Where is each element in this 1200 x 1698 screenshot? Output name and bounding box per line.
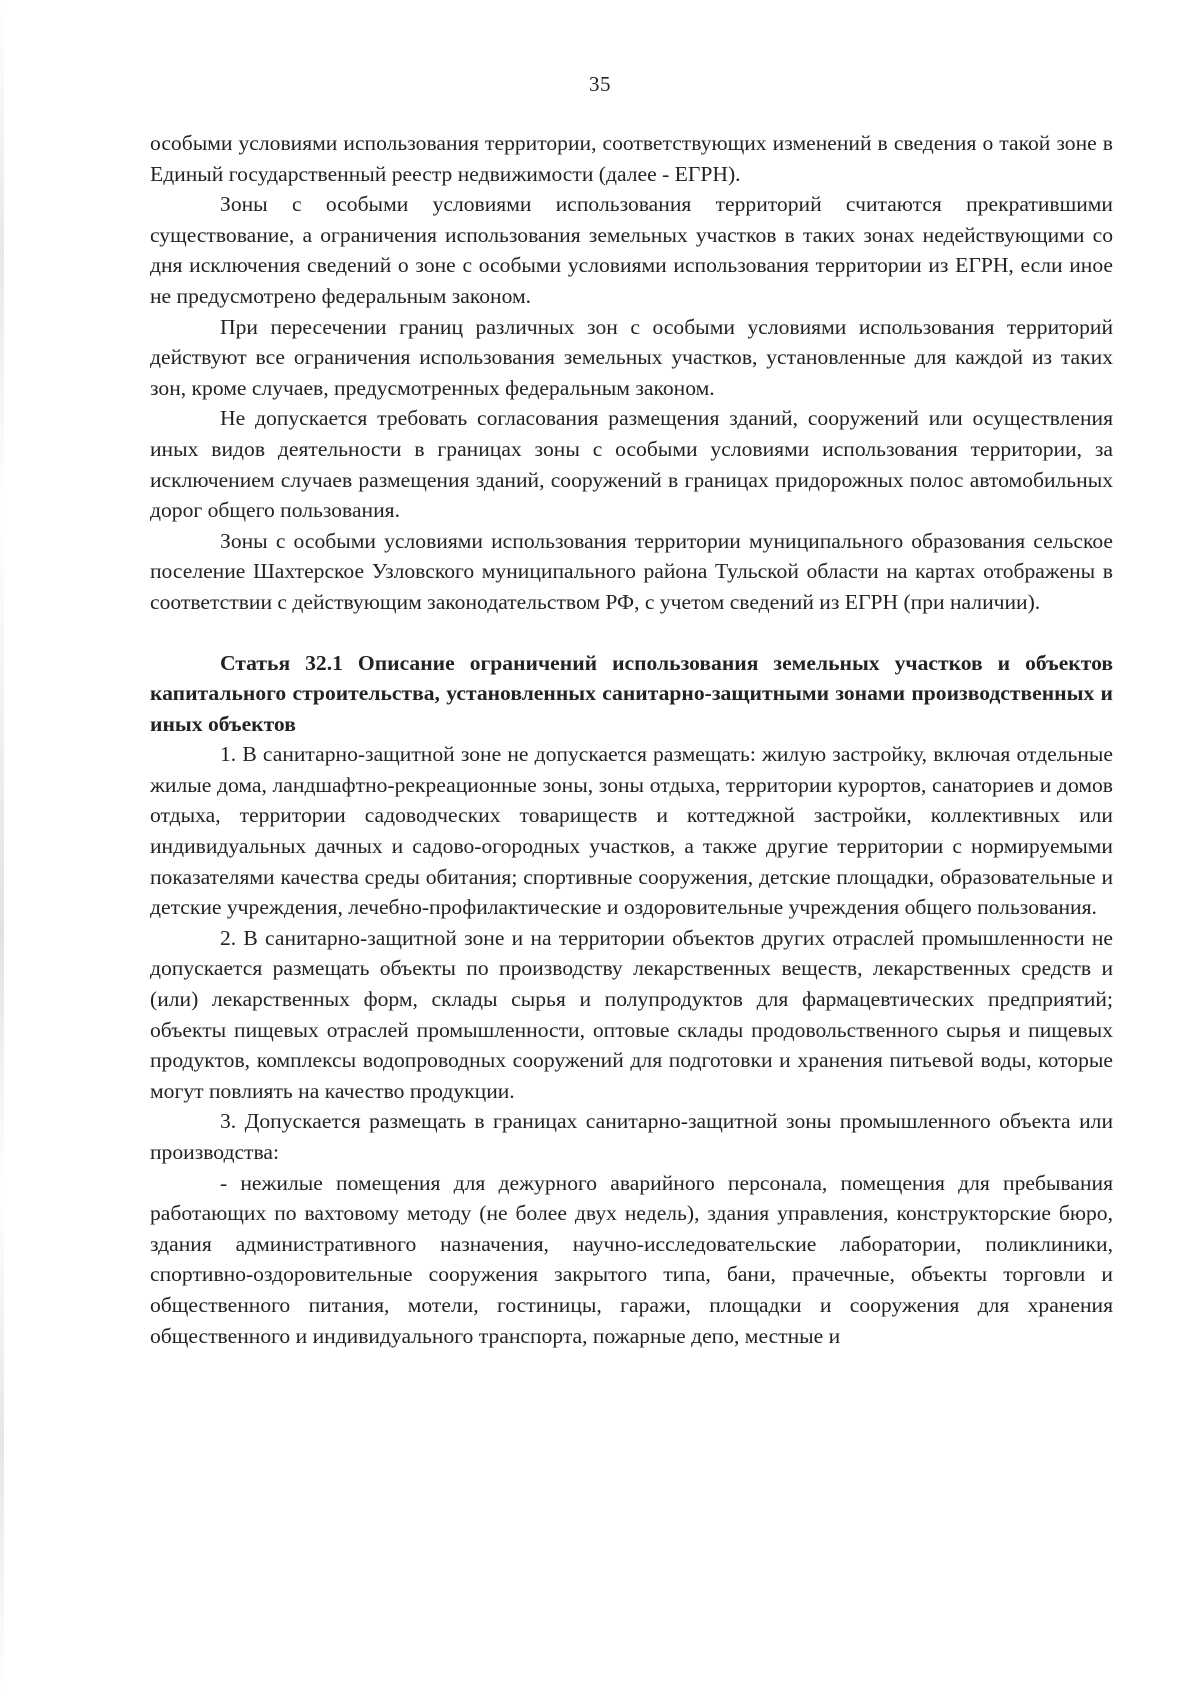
paragraph: Зоны с особыми условиями использования территорий считаются прекратившими существование, а ограничения использования земельных участков в таких зонах недействующими со дня исключения сведений о зоне с особыми условиями использования территории из ЕГРН, если иное не предусмотрено федеральным законом. bbox=[150, 192, 1113, 308]
paragraph: Зоны с особыми условиями использования территории муниципального образования сельское поселение Шахтерское Узловского муниципального района Тульской области на картах отображены в соответствии с действующим законодательством РФ, с учетом сведений из ЕГРН (при наличии). bbox=[150, 528, 1113, 614]
article-list-item: - нежилые помещения для дежурного аварийного персонала, помещения для пребывания работающих по вахтовому методу (не более двух недель), здания управления, конструкторские бюро, здания административного назначения, научно-исследовательские лаборатории, поликлиники, спортивно-оздоровительные сооружения закрытого типа, бани, прачечные, объекты торговли и общественного питания, мотели, гостиницы, гаражи, площадки и сооружения для хранения общественного и индивидуального транспорта, пожарные депо, местные и bbox=[150, 1170, 1113, 1348]
article-heading: Статья 32.1 Описание ограничений использования земельных участков и объектов капитального строительства, установленных санитарно-защитными зонами производственных и иных объектов bbox=[150, 650, 1113, 736]
paragraph: Не допускается требовать согласования размещения зданий, сооружений или осуществления иных видов деятельности в границах зоны с особыми условиями использования территории, за исключением случаев размещения зданий, сооружений в границах придорожных полос автомобильных дорог общего пользования. bbox=[150, 406, 1113, 523]
paragraph-continuation: особыми условиями использования территории, соответствующих изменений в сведения о такой зоне в Единый государственный реестр недвижимости (далее - ЕГРН). bbox=[150, 131, 1113, 186]
scan-edge-shadow bbox=[0, 0, 4, 1698]
article-paragraph: 3. Допускается размещать в границах санитарно-защитной зоны промышленного объекта или производства: bbox=[150, 1109, 1113, 1164]
page-number: 35 bbox=[589, 72, 611, 96]
paragraph: При пересечении границ различных зон с особыми условиями использования территорий действуют все ограничения использования земельных участков, установленные для каждой из таких зон, кроме случаев, предусмотренных федеральным законом. bbox=[150, 314, 1113, 400]
article-paragraph: 2. В санитарно-защитной зоне и на территории объектов других отраслей промышленности не допускается размещать объекты по производству лекарственных веществ, лекарственных средств и (или) лекарственных форм, склады сырья и полупродуктов для фармацевтических предприятий; объекты пищевых отраслей промышленности, оптовые склады продовольственного сырья и пищевых продуктов, комплексы водопроводных сооружений для подготовки и хранения питьевой воды, которые могут повлиять на качество продукции. bbox=[150, 925, 1113, 1103]
document-body bbox=[150, 128, 1113, 1351]
article-paragraph: 1. В санитарно-защитной зоне не допускается размещать: жилую застройку, включая отдельные жилые дома, ландшафтно-рекреационные зоны, зоны отдыха, территории курортов, санаториев и домов отдыха, территории садоводческих товариществ и коттеджной застройки, коллективных или индивидуальных дачных и садово-огородных участков, а также другие территории с нормируемыми показателями качества среды обитания; спортивные сооружения, детские площадки, образовательные и детские учреждения, лечебно-профилактические и оздоровительные учреждения общего пользования. bbox=[150, 742, 1113, 920]
